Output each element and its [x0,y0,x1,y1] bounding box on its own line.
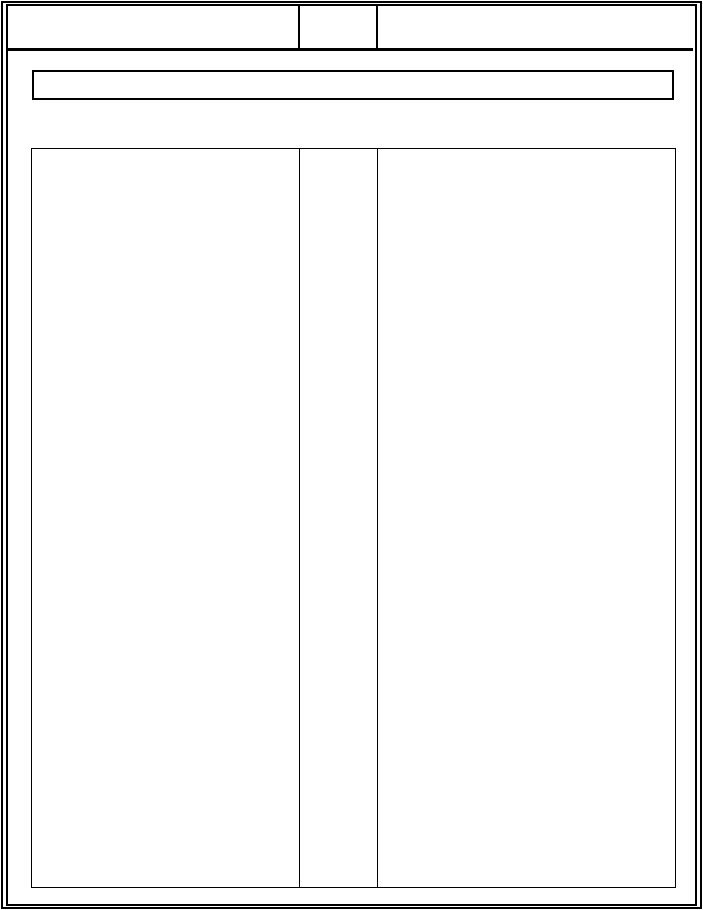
band-title [32,70,674,100]
table-header [8,6,693,51]
column-divider [299,149,300,887]
header-attribution [8,6,298,48]
header-uses [300,6,376,48]
header-observations [378,6,693,48]
allocation-table [31,148,676,888]
column-divider [377,149,378,887]
